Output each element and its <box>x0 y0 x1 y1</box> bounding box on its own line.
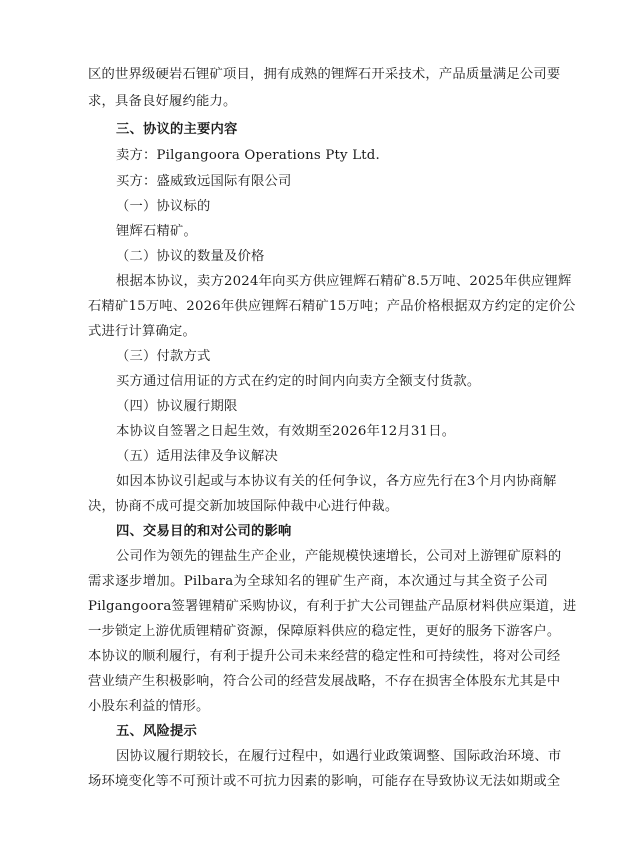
paragraph-line: 如因本协议引起或与本协议有关的任何争议，各方应先行在3个月内协商解 <box>116 474 557 489</box>
subsection-heading: （二）协议的数量及价格 <box>116 249 265 264</box>
subsection-heading: （五）适用法律及争议解决 <box>116 449 278 464</box>
subsection-heading: （四）协议履行期限 <box>116 399 238 414</box>
paragraph-line: 式进行计算确定。 <box>88 324 196 339</box>
paragraph-line: 决，协商不成可提交新加坡国际仲裁中心进行仲裁。 <box>88 499 399 514</box>
paragraph-line: 因协议履行期较长，在履行过程中，如遇行业政策调整、国际政治环境、市 <box>116 749 562 764</box>
paragraph-line: 买方通过信用证的方式在约定的时间内向卖方全额支付货款。 <box>116 374 481 389</box>
paragraph-line: 本协议的顺利履行，有利于提升公司未来经营的稳定性和可持续性，将对公司经 <box>88 649 561 664</box>
paragraph-line: 石精矿15万吨、2026年供应锂辉石精矿15万吨；产品价格根据双方约定的定价公 <box>88 299 576 314</box>
seller-line: 卖方：Pilgangoora Operations Pty Ltd. <box>116 148 380 163</box>
paragraph-line: 小股东利益的情形。 <box>88 699 210 714</box>
paragraph-line: 根据本协议，卖方2024年向买方供应锂辉石精矿8.5万吨、2025年供应锂辉 <box>116 274 572 289</box>
paragraph-line: 场环境变化等不可预计或不可抗力因素的影响，可能存在导致协议无法如期或全 <box>88 774 561 789</box>
paragraph-line: 区的世界级硬岩石锂矿项目，拥有成熟的锂辉石开采技术，产品质量满足公司要 <box>88 67 561 82</box>
paragraph-line: 本协议自签署之日起生效，有效期至2026年12月31日。 <box>116 424 456 439</box>
paragraph-line: 需求逐步增加。Pilbara为全球知名的锂矿生产商，本次通过与其全资子公司 <box>88 574 548 589</box>
paragraph-line: Pilgangoora签署锂精矿采购协议，有利于扩大公司锂盐产品原材料供应渠道，进 <box>88 599 577 614</box>
subsection-heading: （三）付款方式 <box>116 349 211 364</box>
section-heading: 三、协议的主要内容 <box>116 122 238 137</box>
paragraph-line: 营业绩产生积极影响，符合公司的经营发展战略，不存在损害全体股东尤其是中 <box>88 674 561 689</box>
subsection-heading: （一）协议标的 <box>116 199 211 214</box>
buyer-line: 买方：盛威致远国际有限公司 <box>116 174 292 189</box>
paragraph-line: 公司作为领先的锂盐生产企业，产能规模快速增长，公司对上游锂矿原料的 <box>116 549 562 564</box>
section-heading: 四、交易目的和对公司的影响 <box>116 524 292 539</box>
paragraph-line: 锂辉石精矿。 <box>116 224 197 239</box>
paragraph-line: 一步锁定上游优质锂精矿资源，保障原料供应的稳定性，更好的服务下游客户。 <box>88 624 561 639</box>
paragraph-line: 求，具备良好履约能力。 <box>88 94 237 109</box>
section-heading: 五、风险提示 <box>116 724 197 739</box>
